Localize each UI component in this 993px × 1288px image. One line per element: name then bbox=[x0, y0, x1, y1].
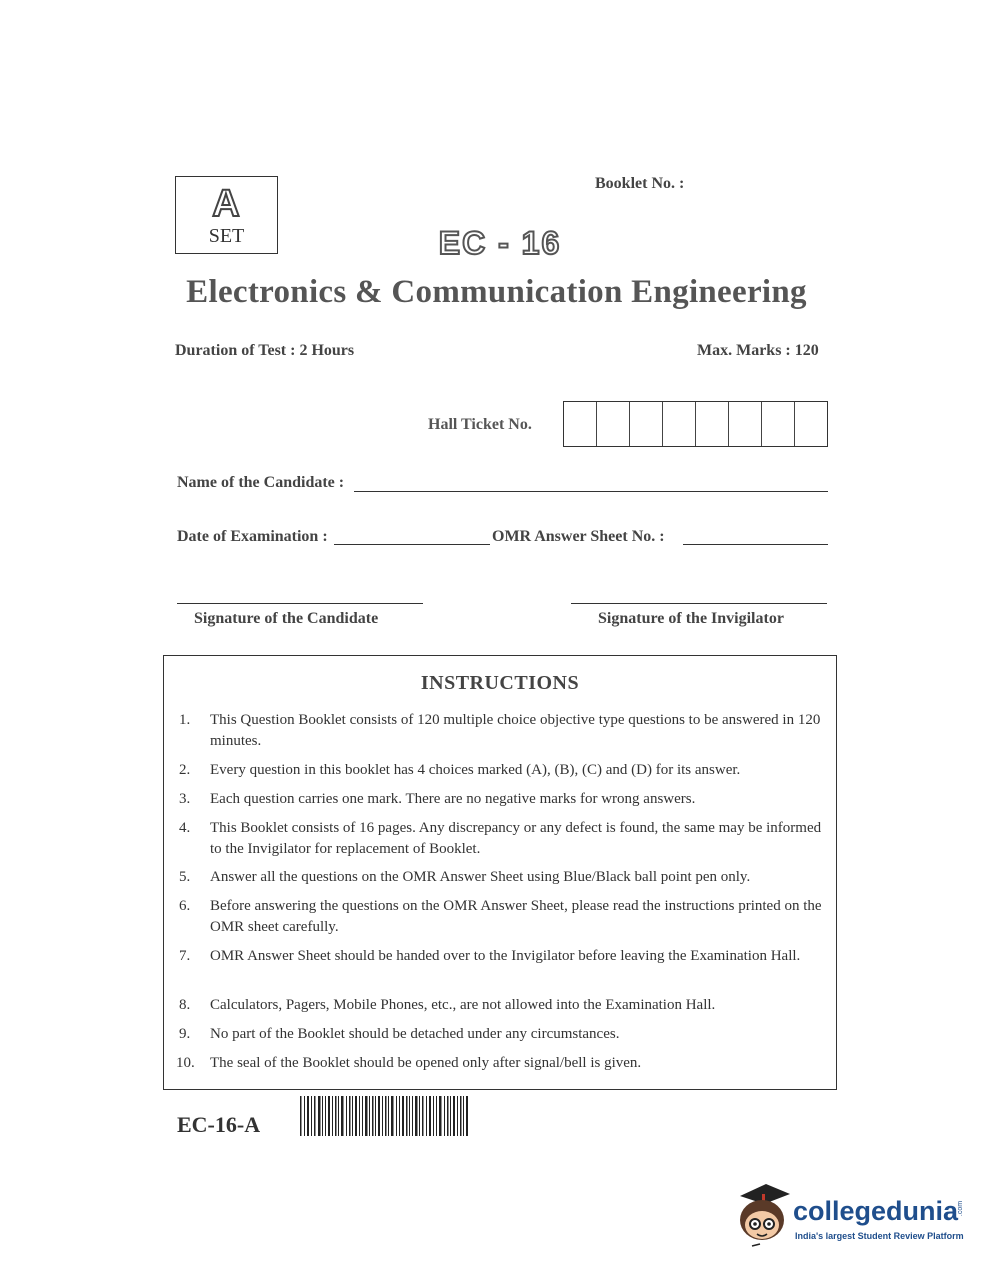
footer-paper-code: EC-16-A bbox=[177, 1112, 261, 1137]
hall-ticket-cell[interactable] bbox=[795, 402, 827, 446]
instructions-box bbox=[163, 655, 837, 1090]
instruction-text: Before answering the questions on the OMR Answer Sheet, please read the instructions printed on the OMR sheet carefully. bbox=[210, 898, 822, 935]
hall-ticket-cell[interactable] bbox=[663, 402, 696, 446]
omr-sheet-label: OMR Answer Sheet No. : bbox=[492, 528, 665, 545]
hall-ticket-cell[interactable] bbox=[564, 402, 597, 446]
set-letter: A bbox=[212, 183, 241, 225]
barcode-image bbox=[300, 1096, 470, 1136]
booklet-no-label: Booklet No. : bbox=[595, 175, 685, 192]
paper-code: EC - 16 bbox=[438, 225, 562, 261]
hall-ticket-cell[interactable] bbox=[729, 402, 762, 446]
collegedunia-logo-com: .com bbox=[957, 1200, 965, 1217]
instruction-number: 4. bbox=[179, 820, 191, 836]
instruction-number: 2. bbox=[179, 762, 191, 778]
hall-ticket-boxes[interactable] bbox=[563, 401, 828, 447]
candidate-name-field[interactable] bbox=[354, 491, 828, 492]
instruction-number: 1. bbox=[179, 712, 191, 728]
hall-ticket-cell[interactable] bbox=[696, 402, 729, 446]
instructions-heading: INSTRUCTIONS bbox=[420, 672, 580, 694]
instruction-number: 3. bbox=[179, 791, 191, 807]
exam-date-field[interactable] bbox=[334, 544, 490, 545]
omr-sheet-field[interactable] bbox=[683, 544, 828, 545]
instruction-number: 10. bbox=[176, 1055, 195, 1071]
hall-ticket-cell[interactable] bbox=[630, 402, 663, 446]
candidate-name-label: Name of the Candidate : bbox=[177, 474, 345, 491]
instruction-text: No part of the Booklet should be detached under any circumstances. bbox=[210, 1026, 620, 1042]
instruction-number: 9. bbox=[179, 1026, 191, 1042]
instruction-text: Each question carries one mark. There are no negative marks for wrong answers. bbox=[210, 791, 696, 807]
set-label: SET bbox=[208, 225, 245, 247]
collegedunia-logo-text: collegedunia bbox=[793, 1196, 959, 1226]
instruction-number: 5. bbox=[179, 869, 191, 885]
invigilator-signature-label: Signature of the Invigilator bbox=[598, 610, 784, 627]
candidate-signature-field[interactable] bbox=[177, 603, 423, 604]
duration-label: Duration of Test : 2 Hours bbox=[175, 342, 355, 359]
candidate-signature-label: Signature of the Candidate bbox=[194, 610, 379, 627]
max-marks-label: Max. Marks : 120 bbox=[697, 342, 819, 359]
instruction-text: The seal of the Booklet should be opened only after signal/bell is given. bbox=[210, 1055, 642, 1071]
instruction-text: OMR Answer Sheet should be handed over to the Invigilator before leaving the Examination Hall. bbox=[210, 948, 801, 964]
instruction-number: 7. bbox=[179, 948, 191, 964]
instruction-number: 8. bbox=[179, 997, 191, 1013]
instruction-text: This Booklet consists of 16 pages. Any discrepancy or any defect is found, the same may be informed to the Invigilator for replacement of Booklet. bbox=[210, 820, 822, 857]
instruction-text: This Question Booklet consists of 120 multiple choice objective type questions to be answered in 120 minutes. bbox=[210, 712, 821, 749]
instruction-text: Every question in this booklet has 4 choices marked (A), (B), (C) and (D) for its answer. bbox=[210, 762, 741, 778]
instruction-text: Calculators, Pagers, Mobile Phones, etc., are not allowed into the Examination Hall. bbox=[210, 997, 716, 1013]
hall-ticket-label: Hall Ticket No. bbox=[428, 416, 532, 433]
hall-ticket-cell[interactable] bbox=[762, 402, 795, 446]
collegedunia-mascot-icon bbox=[732, 1180, 792, 1250]
exam-date-label: Date of Examination : bbox=[177, 528, 328, 545]
collegedunia-tagline: India's largest Student Review Platform bbox=[795, 1231, 964, 1241]
set-box bbox=[175, 176, 278, 254]
subject-title: Electronics & Communication Engineering bbox=[186, 274, 807, 310]
instruction-number: 6. bbox=[179, 898, 191, 914]
invigilator-signature-field[interactable] bbox=[571, 603, 827, 604]
hall-ticket-cell[interactable] bbox=[597, 402, 630, 446]
instruction-text: Answer all the questions on the OMR Answer Sheet using Blue/Black ball point pen only. bbox=[210, 869, 751, 885]
